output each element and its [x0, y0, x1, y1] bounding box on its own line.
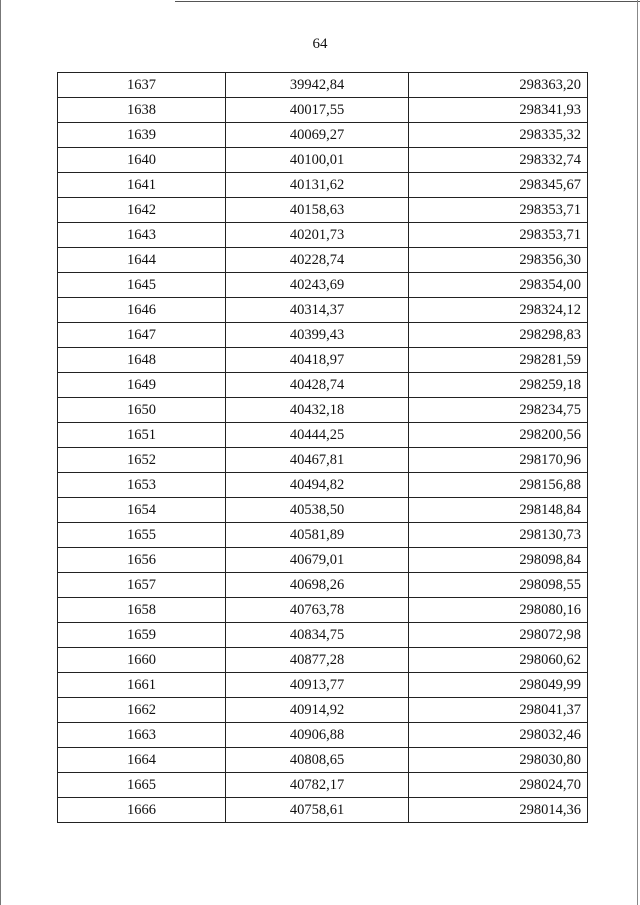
y-coordinate-cell: 298354,00	[409, 273, 588, 298]
y-coordinate-cell: 298259,18	[409, 373, 588, 398]
x-coordinate-cell: 40314,37	[226, 298, 409, 323]
point-number-cell: 1645	[58, 273, 226, 298]
x-coordinate-cell: 39942,84	[226, 73, 409, 98]
x-coordinate-cell: 40581,89	[226, 523, 409, 548]
point-number-cell: 1661	[58, 673, 226, 698]
y-coordinate-cell: 298345,67	[409, 173, 588, 198]
y-coordinate-cell: 298024,70	[409, 773, 588, 798]
point-number-cell: 1666	[58, 798, 226, 823]
table-row	[58, 573, 588, 598]
x-coordinate-cell: 40834,75	[226, 623, 409, 648]
coordinates-table	[57, 72, 588, 823]
table-row	[58, 548, 588, 573]
table-row	[58, 198, 588, 223]
page-number: 64	[312, 36, 328, 52]
y-coordinate-cell: 298353,71	[409, 223, 588, 248]
point-number-cell: 1663	[58, 723, 226, 748]
table-row	[58, 698, 588, 723]
point-number-cell: 1660	[58, 648, 226, 673]
y-coordinate-cell: 298098,84	[409, 548, 588, 573]
x-coordinate-cell: 40444,25	[226, 423, 409, 448]
point-number-cell: 1659	[58, 623, 226, 648]
x-coordinate-cell: 40758,61	[226, 798, 409, 823]
x-coordinate-cell: 40228,74	[226, 248, 409, 273]
x-coordinate-cell: 40243,69	[226, 273, 409, 298]
point-number-cell: 1649	[58, 373, 226, 398]
x-coordinate-cell: 40428,74	[226, 373, 409, 398]
y-coordinate-cell: 298335,32	[409, 123, 588, 148]
y-coordinate-cell: 298014,36	[409, 798, 588, 823]
x-coordinate-cell: 40069,27	[226, 123, 409, 148]
x-coordinate-cell: 40158,63	[226, 198, 409, 223]
table-row	[58, 123, 588, 148]
x-coordinate-cell: 40418,97	[226, 348, 409, 373]
point-number-cell: 1655	[58, 523, 226, 548]
table-row	[58, 723, 588, 748]
point-number-cell: 1648	[58, 348, 226, 373]
table-row	[58, 448, 588, 473]
table-row	[58, 673, 588, 698]
scan-edge-top	[175, 1, 640, 2]
point-number-cell: 1664	[58, 748, 226, 773]
point-number-cell: 1647	[58, 323, 226, 348]
y-coordinate-cell: 298170,96	[409, 448, 588, 473]
point-number-cell: 1646	[58, 298, 226, 323]
y-coordinate-cell: 298353,71	[409, 198, 588, 223]
x-coordinate-cell: 40913,77	[226, 673, 409, 698]
y-coordinate-cell: 298049,99	[409, 673, 588, 698]
table-row	[58, 148, 588, 173]
y-coordinate-cell: 298200,56	[409, 423, 588, 448]
x-coordinate-cell: 40679,01	[226, 548, 409, 573]
table-row	[58, 423, 588, 448]
x-coordinate-cell: 40538,50	[226, 498, 409, 523]
y-coordinate-cell: 298363,20	[409, 73, 588, 98]
x-coordinate-cell: 40467,81	[226, 448, 409, 473]
x-coordinate-cell: 40782,17	[226, 773, 409, 798]
point-number-cell: 1639	[58, 123, 226, 148]
table-row	[58, 648, 588, 673]
x-coordinate-cell: 40763,78	[226, 598, 409, 623]
y-coordinate-cell: 298098,55	[409, 573, 588, 598]
x-coordinate-cell: 40201,73	[226, 223, 409, 248]
table-row	[58, 323, 588, 348]
table-row	[58, 298, 588, 323]
table-row	[58, 598, 588, 623]
x-coordinate-cell: 40131,62	[226, 173, 409, 198]
x-coordinate-cell: 40914,92	[226, 698, 409, 723]
point-number-cell: 1653	[58, 473, 226, 498]
point-number-cell: 1641	[58, 173, 226, 198]
point-number-cell: 1656	[58, 548, 226, 573]
x-coordinate-cell: 40432,18	[226, 398, 409, 423]
coordinates-table-body	[58, 73, 588, 823]
table-row	[58, 798, 588, 823]
point-number-cell: 1658	[58, 598, 226, 623]
x-coordinate-cell: 40698,26	[226, 573, 409, 598]
point-number-cell: 1640	[58, 148, 226, 173]
point-number-cell: 1650	[58, 398, 226, 423]
y-coordinate-cell: 298032,46	[409, 723, 588, 748]
table-row	[58, 773, 588, 798]
point-number-cell: 1665	[58, 773, 226, 798]
table-row	[58, 398, 588, 423]
x-coordinate-cell: 40877,28	[226, 648, 409, 673]
y-coordinate-cell: 298341,93	[409, 98, 588, 123]
y-coordinate-cell: 298148,84	[409, 498, 588, 523]
x-coordinate-cell: 40808,65	[226, 748, 409, 773]
x-coordinate-cell: 40399,43	[226, 323, 409, 348]
table-row	[58, 98, 588, 123]
point-number-cell: 1652	[58, 448, 226, 473]
y-coordinate-cell: 298324,12	[409, 298, 588, 323]
y-coordinate-cell: 298281,59	[409, 348, 588, 373]
y-coordinate-cell: 298130,73	[409, 523, 588, 548]
table-row	[58, 73, 588, 98]
table-row	[58, 498, 588, 523]
table-row	[58, 223, 588, 248]
y-coordinate-cell: 298072,98	[409, 623, 588, 648]
y-coordinate-cell: 298080,16	[409, 598, 588, 623]
table-row	[58, 748, 588, 773]
y-coordinate-cell: 298332,74	[409, 148, 588, 173]
table-row	[58, 373, 588, 398]
table-row	[58, 273, 588, 298]
scan-edge-right	[637, 0, 638, 905]
y-coordinate-cell: 298234,75	[409, 398, 588, 423]
table-row	[58, 248, 588, 273]
point-number-cell: 1657	[58, 573, 226, 598]
point-number-cell: 1637	[58, 73, 226, 98]
point-number-cell: 1651	[58, 423, 226, 448]
table-row	[58, 523, 588, 548]
point-number-cell: 1638	[58, 98, 226, 123]
table-row	[58, 348, 588, 373]
x-coordinate-cell: 40494,82	[226, 473, 409, 498]
scan-edge-left	[0, 0, 1, 905]
point-number-cell: 1643	[58, 223, 226, 248]
point-number-cell: 1662	[58, 698, 226, 723]
point-number-cell: 1654	[58, 498, 226, 523]
y-coordinate-cell: 298356,30	[409, 248, 588, 273]
table-row	[58, 623, 588, 648]
y-coordinate-cell: 298041,37	[409, 698, 588, 723]
y-coordinate-cell: 298060,62	[409, 648, 588, 673]
point-number-cell: 1644	[58, 248, 226, 273]
x-coordinate-cell: 40906,88	[226, 723, 409, 748]
y-coordinate-cell: 298030,80	[409, 748, 588, 773]
point-number-cell: 1642	[58, 198, 226, 223]
y-coordinate-cell: 298156,88	[409, 473, 588, 498]
x-coordinate-cell: 40017,55	[226, 98, 409, 123]
table-row	[58, 473, 588, 498]
y-coordinate-cell: 298298,83	[409, 323, 588, 348]
x-coordinate-cell: 40100,01	[226, 148, 409, 173]
table-row	[58, 173, 588, 198]
